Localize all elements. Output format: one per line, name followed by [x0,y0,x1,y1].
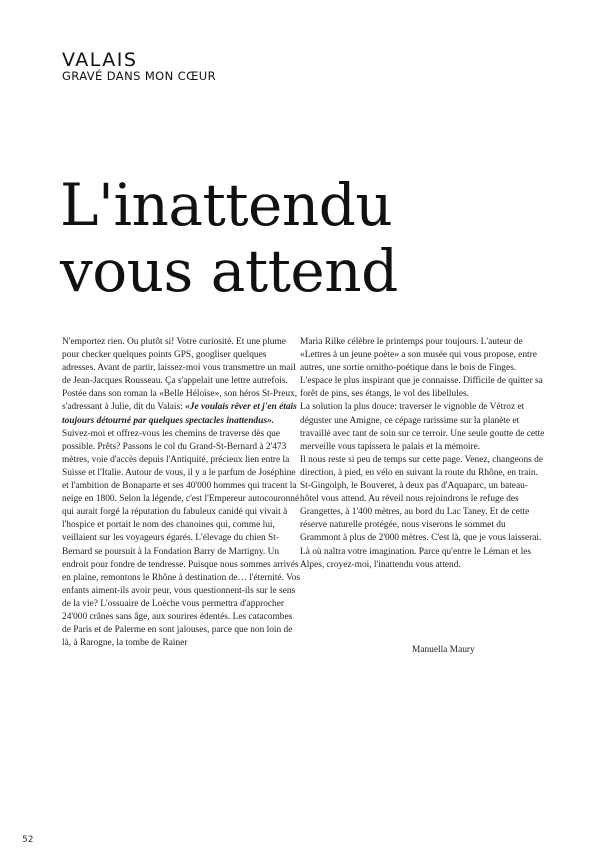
rousseau-quote: «Je voulais rêver et j'en étais toujours détourné par quelques spectacles inattendus». [62,402,297,426]
paragraph-text-a: N'emportez rien. Ou plutôt si! Votre curiosité. Et une plume pour checker quelques points GPS, googliser quelques adresses. Avant de partir, laissez-moi vous transmettre un mail de Jean-Jacques Rousseau. Ça s'appelait une lettre autrefois. Postée dans son roman la «Belle Héloïse», son héros St-Preux, s'adressant à Julie, dit du Valais: [62,337,298,413]
author-signature: Manuella Maury [412,645,475,655]
article-title [60,172,398,304]
paragraph [62,336,302,650]
paragraph: Maria Rilke célèbre le printemps pour toujours. L'auteur de «Lettres à un jeune poète» a son musée qui vous propose, entre autres, une sortie ornitho-poétique dans le bois de Finges. L'espace le plus inspirant que je connaisse. Difficile de quitter sa forêt de pins, ses étangs, le vol des libellules. [300,337,543,400]
brand-tagline: GRAVÉ DANS MON CŒUR [62,69,217,83]
paragraph: La solution la plus douce: traverser le vignoble de Vétroz et déguster une Amigne, ce cépage rarissime sur la planète et travaillé avec tant de soin sur ce terroir. Une seule goutte de cette merveille vous tapissera le palais et la mémoire. [300,402,545,452]
paragraph: Il nous reste si peu de temps sur cette page. Venez, changeons de direction, à pied, en vélo en suivant la route du Rhône, en train. St-Gingolph, le Bouveret, à deux pas d'Aquaparc, un bateau-hôtel vous attend. Au réveil nous rejoindrons le refuge des Grangettes, à 1'400 mètres, au bord du Lac Taney. Et de cette réserve naturelle protégée, nous viserons le sommet du Grammont à plus de 2'000 mètres. C'est là, que je vous laisserai. Là où naîtra votre imagination. Parce qu'entre le Léman et les Alpes, croyez-moi, l'inattendu vous attend. [300,454,543,570]
page-number: 52 [22,835,34,845]
article-column-2 [300,336,545,572]
header [62,50,216,83]
paragraph-text-b: Suivez-moi et offrez-vous les chemins de traverse dès que possible. Prêts? Passons le col du Grand-St-Bernard à 2'473 mètres, voie d'accès depuis l'Antiquité, précieux lien entre la Suisse et l'Italie. Autour de vous, il y a le parfum de Joséphine et l'ambition de Bonaparte et ses 40'000 hommes qui tracent la neige en 1800. Selon la légende, c'est l'Empereur autocouronné qui aurait forgé la réputation du fabuleux canidé qui vivait à l'hospice et portait le nom des chanoines qui, comme lui, veillaient sur les voyageurs égarés. L'élevage du chien St-Bernard se poursuit à la Fondation Barry de Martigny. Un endroit pour fondre de tendresse. Puisque nous sommes arrivés en plaine, remontons le Rhône à destination de… l'éternité. Vos enfants aiment-ils avoir peur, vous questionnent-ils sur le sens de la vie? L'ossuaire de Loèche vous permettra d'approcher 24'000 crânes sans âge, aux sourires édentés. Les catacombes de Paris et de Palerme en sont jalouses, parce que non loin de là, à Rarogne, la tombe de Rainer [62,428,301,649]
title-line-1: L'inattendu [60,171,393,239]
title-line-2: vous attend [60,237,398,305]
article-column-1 [62,336,302,650]
brand-title: VALAIS [62,49,138,71]
